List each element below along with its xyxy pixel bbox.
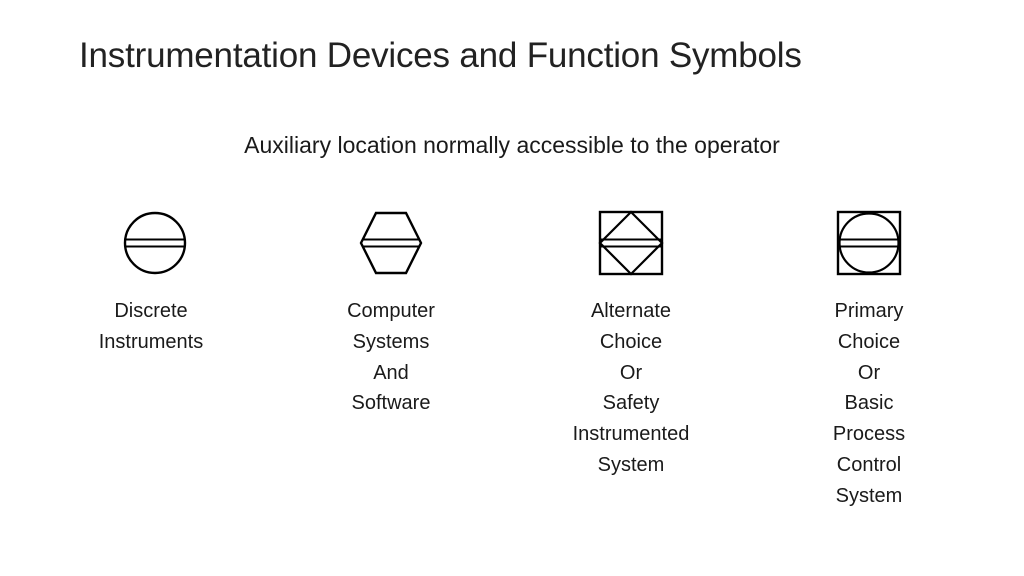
- page-subtitle: Auxiliary location normally accessible to the operator: [244, 132, 780, 158]
- page-title: Instrumentation Devices and Function Symbols: [79, 36, 802, 75]
- symbol-label-alternate: Alternate Choice Or Safety Instrumented System: [572, 300, 690, 476]
- square-diamond-double-line-icon: [598, 210, 664, 276]
- symbol-label-discrete: Discrete Instruments: [98, 300, 204, 353]
- symbol-label-primary: Primary Choice Or Basic Process Control System: [832, 300, 906, 507]
- square-circle-double-line-icon: [836, 210, 902, 276]
- hexagon-double-line-icon: [358, 210, 424, 276]
- symbol-label-computer: Computer Systems And Software: [347, 300, 435, 415]
- circle-double-line-icon: [122, 210, 188, 276]
